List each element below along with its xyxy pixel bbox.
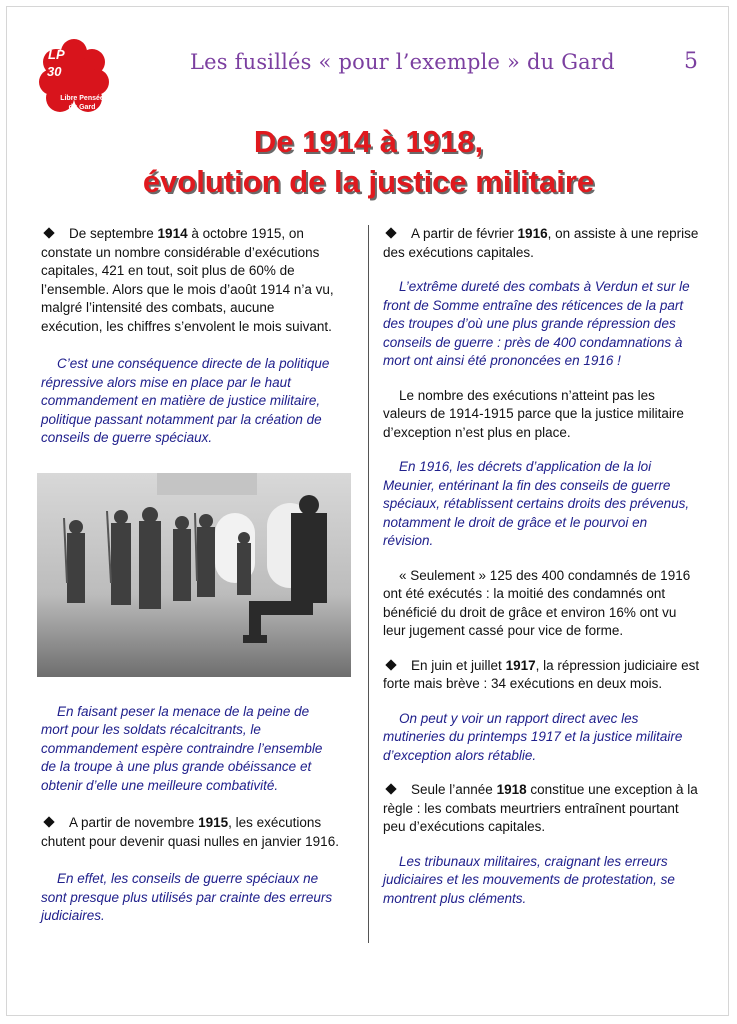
left-paragraph-3: En faisant peser la menace de la peine de mort pour les soldats récalcitrants, le commandement espère contraindre l’ensemble de la troupe à une plus grande obéissance et obtenir d’elle une meilleure combativité. (41, 703, 323, 793)
right-paragraph-7: On peut y voir un rapport direct avec les mutineries du printemps 1917 et la justice militaire d’exception alors rétablie. (383, 710, 683, 763)
left-paragraph-2: C’est une conséquence directe de la politique répressive alors mise en place par le haut commandement en matière de justice militaire, politique passant notamment par la création de conseils de guerre spéciaux. (41, 356, 330, 445)
diamond-bullet-icon (385, 659, 396, 670)
column-divider (368, 225, 369, 943)
logo-number: 30 (47, 64, 62, 79)
right-paragraph-2: L’extrême dureté des combats à Verdun et sur le front de Somme entraîne des réticences de la part des troupes d’où une plus grande répression des conseils de guerre : près de 400 condamnations à mort ont ainsi été prononcées en 1916 ! (383, 279, 690, 368)
right-paragraph-3: Le nombre des exécutions n’atteint pas les valeurs de 1914-1915 parce que la justice militaire d’exception n’est plus en place. (383, 387, 684, 440)
left-paragraph-5: En effet, les conseils de guerre spéciaux ne sont presque plus utilisés par crainte des erreurs judiciaires. (41, 871, 333, 923)
main-title-line2: évolution de la justice militaire (142, 164, 595, 199)
left-paragraph-4: A partir de novembre 1915, les exécutions chutent pour devenir quasi nulles en janvier 1916. (41, 815, 339, 849)
right-paragraph-4: En 1916, les décrets d’application de la loi Meunier, entérinant la fin des conseils de guerre spéciaux, rétablissent certains droits des prévenus, notamment le droit de grâce et le pourvoi en révision. (383, 459, 690, 548)
logo-line2: du Gard (68, 104, 96, 111)
diamond-bullet-icon (385, 228, 396, 239)
left-paragraph-1: De septembre 1914 à octobre 1915, on constate un nombre considérable d’exécutions capitales, 421 en tout, soit plus de 60% de l’ensemble. Alors que le mois d’août 1914 n’a vu, malgré l’intensité des combats, aucune exécution, les chiffres s’envolent le mois suivant. (41, 226, 334, 334)
right-paragraph-9: Les tribunaux militaires, craignant les erreurs judiciaires et les mouvements de protestation, se montrent plus cléments. (383, 853, 675, 906)
right-paragraph-6: En juin et juillet 1917, la répression judiciaire est forte mais brève : 34 exécutions en deux mois. (383, 657, 700, 691)
diamond-bullet-icon (43, 228, 54, 239)
page-number: 5 (684, 49, 698, 74)
right-column (383, 225, 701, 908)
libre-pensee-logo (38, 38, 110, 116)
diamond-bullet-icon (43, 817, 54, 828)
right-paragraph-8: Seule l’année 1918 constitue une exception à la règle : les combats meurtriers entraînent pourtant peu d’exécutions capitales. (383, 782, 698, 834)
diamond-bullet-icon (385, 784, 396, 795)
main-title-line1: De 1914 à 1918, (253, 124, 484, 159)
logo-lp: LP (48, 47, 65, 62)
right-paragraph-1: A partir de février 1916, on assiste à une reprise des exécutions capitales. (383, 226, 699, 260)
left-column (41, 225, 339, 926)
court-martial-photo (37, 473, 351, 677)
logo-line1: Libre Pensée (60, 95, 104, 102)
right-paragraph-5: « Seulement » 125 des 400 condamnés de 1916 ont été exécutés : la moitié des condamnés ont bénéficié du droit de grâce et environ 16% ont vu leur jugement cassé pour vice de forme. (383, 567, 691, 638)
header-title: Les fusillés « pour l’exemple » du Gard (190, 50, 615, 74)
